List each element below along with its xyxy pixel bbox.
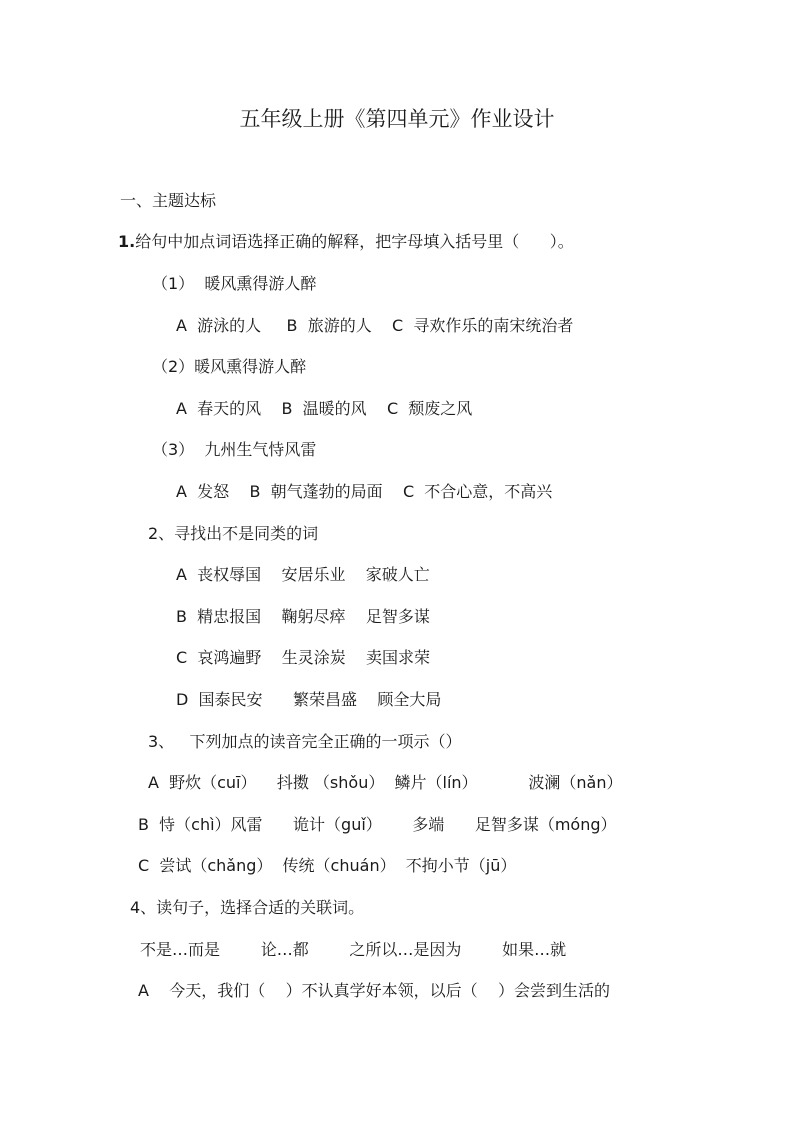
question-3-option-c: C 尝试（chǎng） 传统（chuán） 不拘小节（jū） bbox=[138, 856, 517, 875]
question-2-option-b: B 精忠报国 鞠躬尽瘁 足智多谋 bbox=[176, 607, 430, 626]
question-1-text: 给句中加点词语选择正确的解释，把字母填入括号里（ ）。 bbox=[135, 232, 574, 251]
question-1-sub-3-options: A 发怒 B 朝气蓬勃的局面 C 不合心意，不高兴 bbox=[176, 482, 553, 501]
question-1-sub-2-label: （2）暖风熏得游人醉 bbox=[152, 357, 307, 376]
question-1-prompt bbox=[118, 232, 574, 252]
question-1-sub-1-options: A 游泳的人 B 旅游的人 C 寻欢作乐的南宋统治者 bbox=[176, 316, 574, 335]
question-1-sub-3-label: （3） 九州生气恃风雷 bbox=[152, 440, 317, 459]
question-4-words: 不是…而是 论…都 之所以…是因为 如果…就 bbox=[140, 940, 567, 959]
page-title: 五年级上册《第四单元》作业设计 bbox=[239, 107, 555, 131]
question-2-option-d: D 国泰民安 繁荣昌盛 顾全大局 bbox=[176, 690, 442, 709]
question-1-number: 1. bbox=[118, 232, 136, 251]
question-3-option-a: A 野炊（cuī） 抖擞 （shǒu） 鳞片（lín） 波澜（nǎn） bbox=[148, 773, 623, 792]
question-2-prompt: 2、寻找出不是同类的词 bbox=[148, 524, 319, 543]
question-1-sub-1-label: （1） 暖风熏得游人醉 bbox=[152, 274, 317, 293]
question-3-prompt: 3、 下列加点的读音完全正确的一项示（） bbox=[148, 732, 462, 751]
question-4-prompt: 4、读句子，选择合适的关联词。 bbox=[130, 898, 365, 917]
question-1-sub-2-options: A 春天的风 B 温暖的风 C 颓废之风 bbox=[176, 399, 473, 418]
question-4-sentence-a: A 今天，我们（ ）不认真学好本领，以后（ ）会尝到生活的 bbox=[138, 981, 610, 1000]
section-heading: 一、主题达标 bbox=[120, 191, 217, 210]
question-2-option-c: C 哀鸿遍野 生灵涂炭 卖国求荣 bbox=[176, 648, 431, 667]
question-3-option-b: B 恃（chì）风雷 诡计（guǐ） 多端 足智多谋（móng） bbox=[138, 815, 617, 834]
question-2-option-a: A 丧权辱国 安居乐业 家破人亡 bbox=[176, 565, 430, 584]
